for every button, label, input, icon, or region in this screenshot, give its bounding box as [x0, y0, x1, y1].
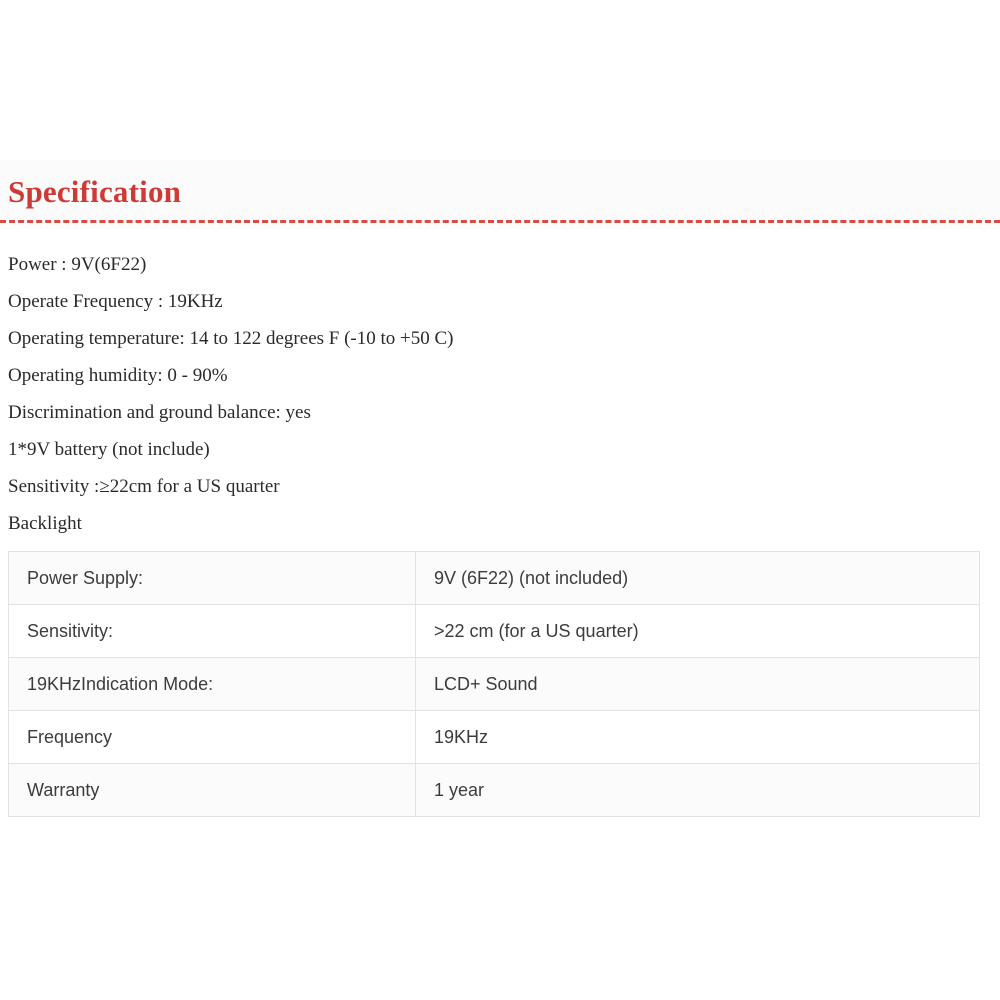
table-cell-label: Power Supply:: [9, 552, 416, 605]
list-item: Discrimination and ground balance: yes: [8, 402, 311, 423]
list-item: 1*9V battery (not include): [8, 439, 210, 460]
list-item: Operating humidity: 0 - 90%: [8, 365, 228, 386]
specification-table: [8, 551, 980, 817]
table-cell-value: 9V (6F22) (not included): [416, 552, 980, 605]
specification-list: [0, 229, 1000, 533]
list-item: Power : 9V(6F22): [8, 254, 147, 275]
table-row: [9, 552, 980, 605]
table-cell-label: Sensitivity:: [9, 605, 416, 658]
table-row: [9, 764, 980, 817]
list-item: Backlight: [8, 513, 82, 534]
table-cell-label: 19KHzIndication Mode:: [9, 658, 416, 711]
dashed-divider: [0, 220, 1000, 223]
bottom-spacer: [0, 817, 1000, 967]
specification-header: [0, 160, 1000, 229]
list-item: Sensitivity :≥22cm for a US quarter: [8, 476, 280, 497]
specification-table-container: [0, 551, 1000, 817]
table-cell-value: >22 cm (for a US quarter): [416, 605, 980, 658]
table-row: [9, 605, 980, 658]
table-row: [9, 658, 980, 711]
table-cell-value: LCD+ Sound: [416, 658, 980, 711]
table-cell-value: 1 year: [416, 764, 980, 817]
table-row: [9, 711, 980, 764]
table-cell-label: Frequency: [9, 711, 416, 764]
top-spacer: [0, 0, 1000, 160]
page-title: Specification: [8, 174, 182, 209]
table-cell-value: 19KHz: [416, 711, 980, 764]
list-item: Operating temperature: 14 to 122 degrees F (-10 to +50 C): [8, 328, 454, 349]
list-item: Operate Frequency : 19KHz: [8, 291, 223, 312]
table-cell-label: Warranty: [9, 764, 416, 817]
